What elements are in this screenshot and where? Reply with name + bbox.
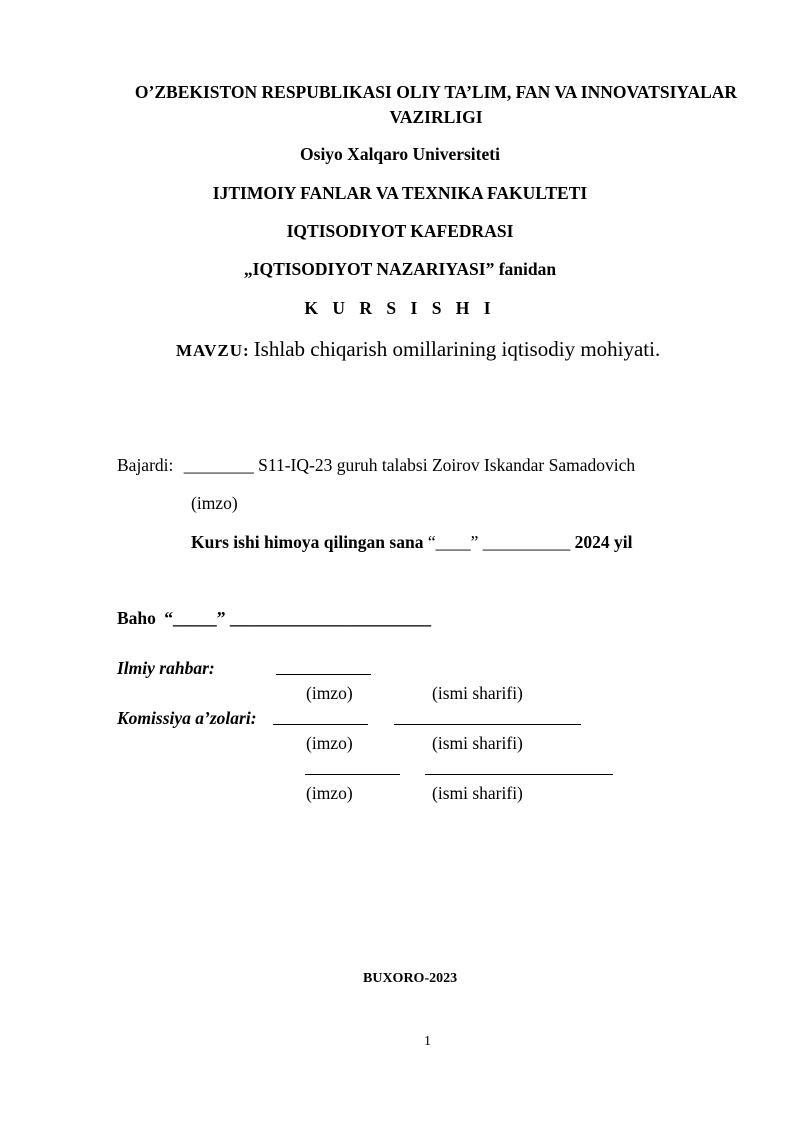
performer-text: S11-IQ-23 guruh talabsi Zoirov Iskandar Samadovich [258, 455, 636, 475]
faculty-name: IJTIMOIY FANLAR VA TEXNIKA FAKULTETI [212, 183, 588, 203]
performer-signature-note: (imzo) [191, 493, 238, 513]
performer-line [117, 455, 635, 476]
defense-date-line [191, 532, 632, 553]
work-type: K U R S I S H I [304, 298, 496, 318]
department-name: IQTISODIYOT KAFEDRASI [286, 221, 514, 241]
supervisor-name-note: (ismi sharifi) [432, 683, 523, 703]
grade-blank: “_____” _______________________ [164, 608, 432, 628]
supervisor-label: Ilmiy rahbar: [117, 658, 215, 678]
commission-signature-line-1 [273, 724, 368, 725]
commission-signature-line-2 [305, 774, 400, 775]
defense-year: 2024 yil [574, 532, 633, 552]
supervisor-signature-line [276, 674, 371, 675]
city-year: BUXORO-2023 [363, 971, 458, 986]
commission-sig-note-2: (imzo) [306, 783, 353, 803]
performer-label: Bajardi: [117, 455, 174, 475]
page-number: 1 [424, 1034, 431, 1049]
commission-name-note-1: (ismi sharifi) [432, 733, 523, 753]
topic-label: MAVZU: [176, 341, 250, 360]
grade-label: Baho [117, 608, 156, 628]
commission-name-line-2 [425, 774, 613, 775]
grade-line [117, 608, 431, 629]
subject-line: „IQTISODIYOT NAZARIYASI” fanidan [243, 259, 557, 279]
commission-name-line-1 [394, 724, 581, 725]
ministry-title: O’ZBEKISTON RESPUBLIKASI OLIY TA’LIM, FAN VA INNOVATSIYALAR VAZIRLIGI [134, 82, 738, 127]
performer-blank: ________ [183, 455, 254, 475]
commission-sig-note-1: (imzo) [306, 733, 353, 753]
commission-label: Komissiya a’zolari: [117, 708, 257, 728]
defense-label: Kurs ishi himoya qilingan sana [191, 532, 424, 552]
topic-title: Ishlab chiqarish omillarining iqtisodiy mohiyati. [253, 337, 661, 361]
university-name: Osiyo Xalqaro Universiteti [300, 144, 500, 164]
topic-line [176, 337, 660, 362]
commission-name-note-2: (ismi sharifi) [432, 783, 523, 803]
defense-date-blank: “____” __________ [427, 532, 571, 552]
supervisor-sig-note: (imzo) [306, 683, 353, 703]
